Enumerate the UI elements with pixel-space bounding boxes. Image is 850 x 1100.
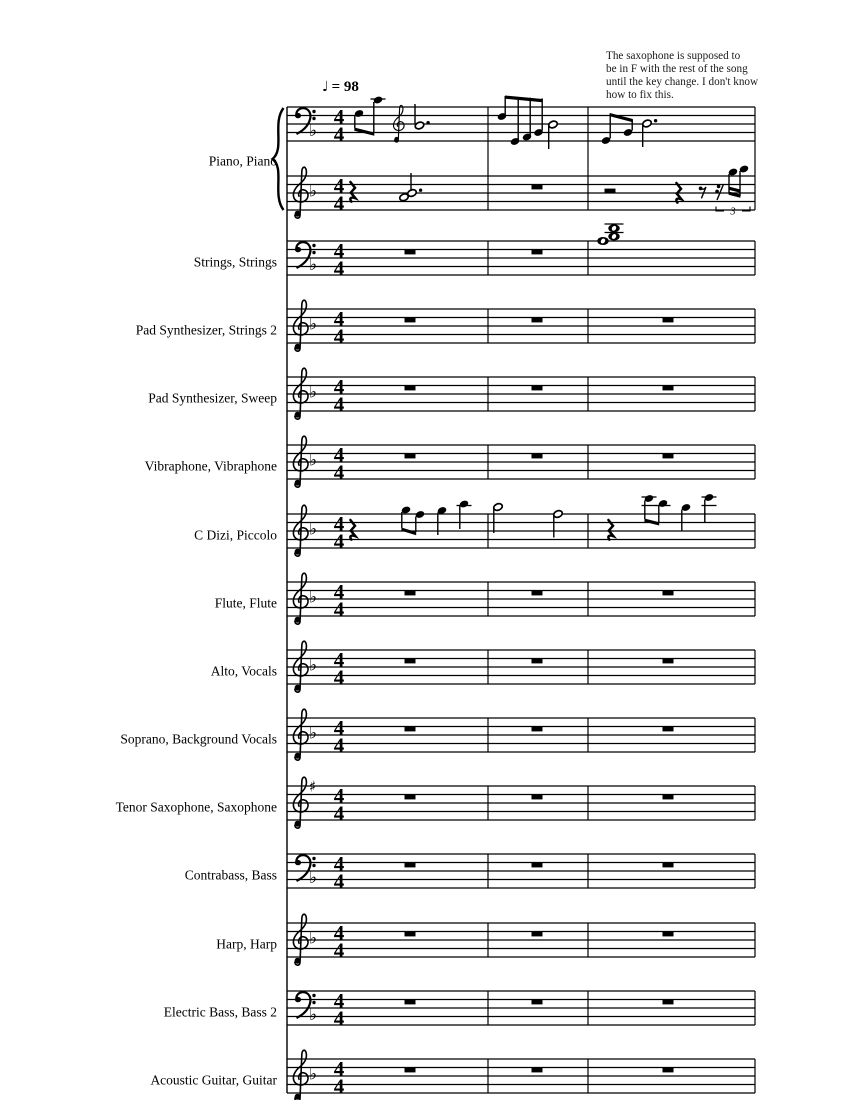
svg-text:4: 4 (333, 460, 345, 485)
whole-rest (405, 454, 416, 459)
svg-text:4: 4 (333, 174, 345, 198)
svg-text:4: 4 (333, 307, 345, 331)
whole-rest (532, 727, 543, 732)
whole-rest (663, 318, 674, 323)
flat-icon: ♭ (309, 868, 318, 888)
svg-text:4: 4 (333, 665, 345, 690)
svg-text:4: 4 (333, 1006, 345, 1031)
whole-rest (405, 250, 416, 255)
svg-text:4: 4 (333, 375, 345, 399)
flat-icon: ♭ (309, 181, 318, 202)
svg-text:4: 4 (333, 733, 345, 758)
augmentation-dot (654, 119, 657, 122)
svg-text:4: 4 (333, 512, 345, 536)
svg-text:4: 4 (333, 105, 345, 129)
half-rest (605, 189, 616, 194)
flat-icon: ♭ (309, 1064, 318, 1085)
whole-rest (532, 795, 543, 800)
whole-rest (405, 386, 416, 391)
whole-rest (663, 591, 674, 596)
tempo-text: = 98 (331, 79, 359, 95)
whole-rest (532, 591, 543, 596)
svg-text:4: 4 (333, 580, 345, 604)
svg-text:4: 4 (333, 256, 345, 281)
staff-pad-strings2 (136, 300, 755, 351)
whole-rest (663, 1000, 674, 1005)
svg-text:4: 4 (333, 716, 345, 740)
svg-text:3: 3 (730, 206, 736, 218)
beam (610, 113, 633, 122)
staff-guitar (150, 1050, 755, 1100)
svg-text:4: 4 (333, 392, 345, 417)
beam (354, 128, 374, 136)
flat-icon: ♭ (309, 382, 318, 403)
flat-icon: ♭ (309, 723, 318, 744)
whole-rest (663, 727, 674, 732)
staff-label-contrabass: Contrabass, Bass (184, 867, 277, 883)
staff-flute (215, 573, 755, 624)
beam (505, 96, 543, 103)
whole-rest (405, 318, 416, 323)
whole-rest (663, 386, 674, 391)
whole-rest (532, 454, 543, 459)
staff-label-tenor-sax: Tenor Saxophone, Saxophone (115, 799, 277, 815)
augmentation-dot (419, 189, 422, 192)
svg-text:4: 4 (333, 239, 345, 263)
whole-rest (405, 1068, 416, 1073)
whole-rest (663, 932, 674, 937)
staff-label-dizi: C Dizi, Piccolo (194, 527, 277, 543)
sharp-icon: ♯ (309, 777, 317, 796)
svg-text:4: 4 (333, 784, 345, 808)
staff-harp (216, 914, 755, 965)
piano-brace (273, 108, 284, 210)
svg-text:4: 4 (333, 852, 345, 876)
staff-contrabass (185, 852, 755, 893)
svg-text:4: 4 (333, 1057, 345, 1081)
annotation-line: how to fix this. (606, 89, 674, 101)
whole-rest (532, 185, 543, 190)
whole-rest (405, 795, 416, 800)
svg-text:4: 4 (333, 989, 345, 1013)
beam (644, 519, 659, 526)
note (414, 121, 424, 130)
svg-text:4: 4 (333, 191, 345, 216)
svg-text:4: 4 (333, 648, 345, 672)
staff-label-pad-sweep: Pad Synthesizer, Sweep (148, 390, 277, 406)
staff-pad-sweep (148, 368, 755, 419)
flat-icon: ♭ (309, 655, 318, 676)
staff-label-vibraphone: Vibraphone, Vibraphone (144, 458, 277, 474)
svg-text:4: 4 (333, 1074, 345, 1099)
staff-label-e-bass: Electric Bass, Bass 2 (163, 1004, 277, 1020)
quarter-note-icon: ♩ (322, 79, 329, 95)
svg-text:4: 4 (333, 869, 345, 894)
whole-rest (405, 1000, 416, 1005)
staff-alto (211, 641, 755, 692)
flat-icon: ♭ (309, 1005, 318, 1025)
flat-icon: ♭ (309, 314, 318, 335)
augmentation-dot (426, 121, 429, 124)
svg-text:4: 4 (333, 921, 345, 945)
whole-rest (532, 1068, 543, 1073)
staff-label-harp: Harp, Harp (216, 936, 277, 952)
annotation-line: The saxophone is supposed to (606, 50, 741, 62)
svg-text:4: 4 (333, 122, 345, 147)
flat-icon: ♭ (309, 255, 318, 275)
whole-rest (663, 863, 674, 868)
staff-label-alto: Alto, Vocals (210, 663, 277, 679)
annotation-line: be in F with the rest of the song (606, 63, 748, 75)
staff-strings (194, 224, 755, 280)
annotation-line: until the key change. I don't know (606, 76, 759, 88)
whole-rest (405, 591, 416, 596)
svg-text:4: 4 (333, 443, 345, 467)
whole-rest (405, 727, 416, 732)
whole-rest (663, 1068, 674, 1073)
staff-e-bass (164, 989, 755, 1030)
staff-label-strings: Strings, Strings (193, 254, 277, 270)
staff-label-soprano: Soprano, Background Vocals (120, 731, 277, 747)
whole-rest (663, 454, 674, 459)
whole-rest (532, 250, 543, 255)
whole-rest (532, 932, 543, 937)
svg-text:4: 4 (333, 597, 345, 622)
whole-rest (532, 863, 543, 868)
staff-label-flute: Flute, Flute (214, 595, 277, 611)
flat-icon: ♭ (309, 121, 318, 141)
staff-label-piano-rh: Piano, Piano (208, 153, 277, 169)
svg-text:4: 4 (333, 324, 345, 349)
whole-rest (663, 659, 674, 664)
whole-rest (532, 318, 543, 323)
whole-rest (532, 386, 543, 391)
whole-rest (405, 863, 416, 868)
flat-icon: ♭ (309, 928, 318, 949)
svg-text:4: 4 (333, 801, 345, 826)
staff-vibraphone (145, 436, 755, 487)
svg-text:4: 4 (333, 938, 345, 963)
whole-rest (532, 1000, 543, 1005)
staff-tenor-sax (116, 777, 755, 828)
svg-text:4: 4 (333, 529, 345, 554)
flat-icon: ♭ (309, 519, 318, 540)
note (407, 188, 417, 197)
flat-icon: ♭ (309, 587, 318, 608)
staff-label-guitar: Acoustic Guitar, Guitar (150, 1072, 277, 1088)
whole-rest (663, 795, 674, 800)
beam (401, 528, 416, 536)
whole-rest (532, 659, 543, 664)
staff-piano-lh (287, 164, 755, 218)
staff-label-pad-strings2: Pad Synthesizer, Strings 2 (135, 322, 277, 338)
staff-dizi (194, 493, 755, 556)
staff-soprano (120, 709, 755, 760)
flat-icon: ♭ (309, 450, 318, 471)
whole-rest (405, 659, 416, 664)
whole-rest (405, 932, 416, 937)
